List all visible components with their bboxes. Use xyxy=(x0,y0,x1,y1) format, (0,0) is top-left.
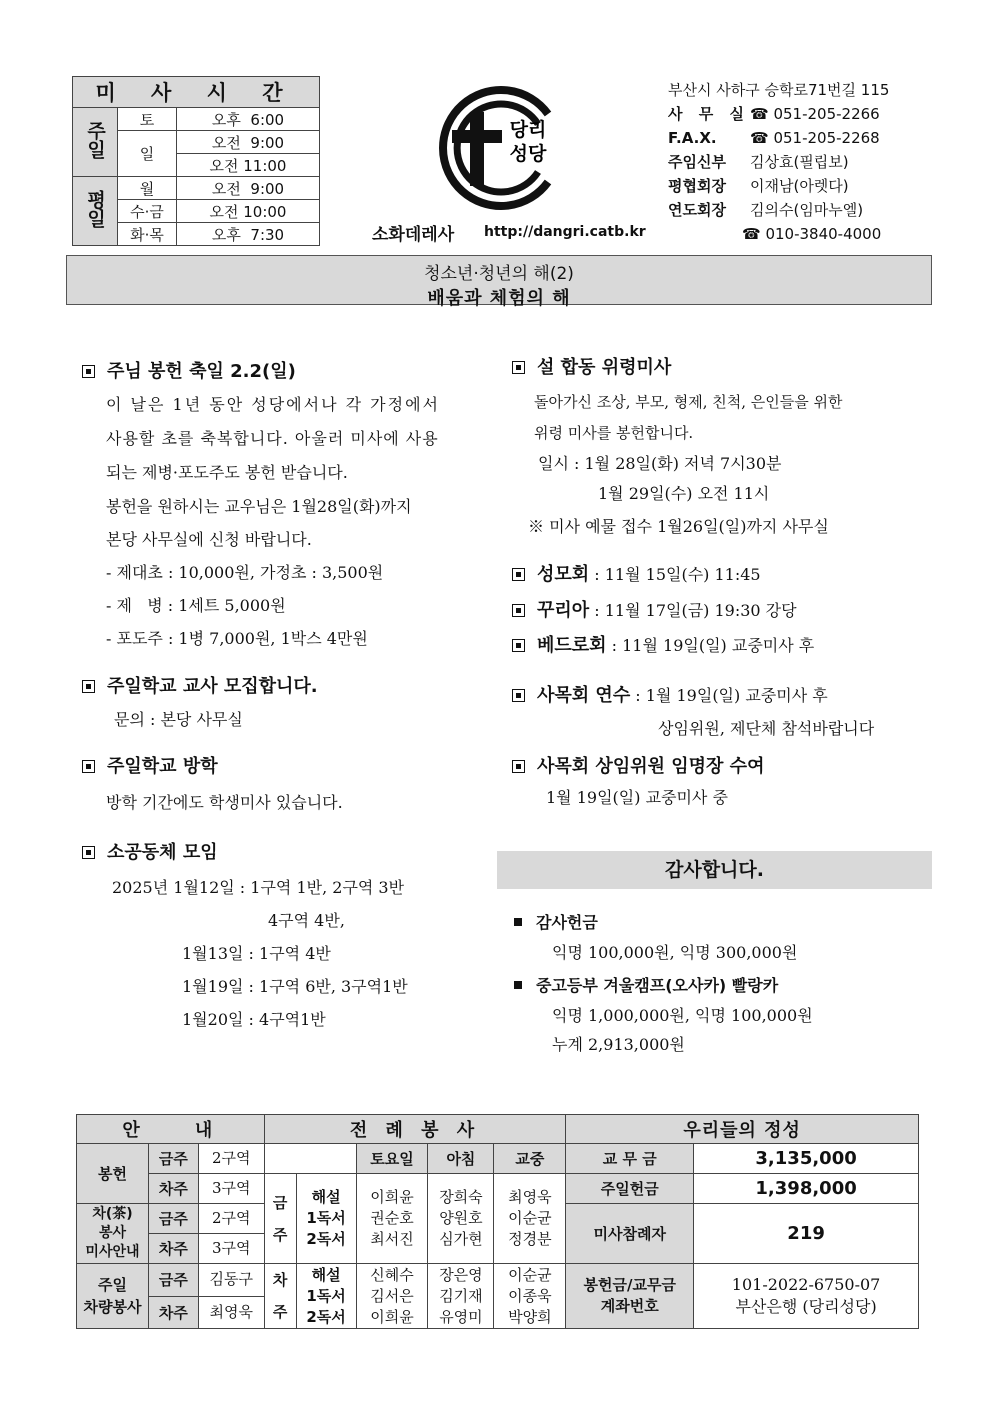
this-week-label: 금주 xyxy=(148,1204,198,1234)
logo-text-1: 당리 xyxy=(509,119,547,141)
offering-header: 우리들의 정성 xyxy=(566,1115,919,1144)
section-small-community: 소공동체 모임 xyxy=(82,838,218,864)
offering-this-week: 2구역 xyxy=(198,1144,264,1174)
saturday-header: 토요일 xyxy=(356,1144,428,1174)
text-line: 본당 사무실에 신청 바랍니다. xyxy=(106,530,312,549)
mass-day: 토 xyxy=(118,108,177,131)
logo-cross-vertical xyxy=(470,112,484,186)
next-week-label: 차주 xyxy=(148,1296,198,1329)
next-week-label: 차주 xyxy=(148,1234,198,1264)
text-line: 익명 1,000,000원, 익명 100,000원 xyxy=(552,1006,813,1025)
fax-label: F.A.X. xyxy=(668,129,717,147)
council-label: 평협회장 xyxy=(668,177,726,195)
mass-time: 오전 9:00 xyxy=(177,131,320,154)
text-line: - 포도주 : 1병 7,000원, 1박스 4만원 xyxy=(106,629,368,648)
sunday-offering-label: 주일헌금 xyxy=(566,1174,694,1204)
text-line: 1월20일 : 4구역1반 xyxy=(182,1010,326,1029)
website-link[interactable]: http://dangri.catb.kr xyxy=(484,224,646,240)
section-school-vacation: 주일학교 방학 xyxy=(82,752,218,778)
morning-header: 아침 xyxy=(428,1144,494,1174)
sunday-offering-value: 1,398,000 xyxy=(694,1174,919,1204)
checkbox-bullet-icon xyxy=(82,846,95,859)
roles-this-week: 해설 1독서 2독서 xyxy=(296,1174,356,1264)
mass-time-title: 미 사 시 간 xyxy=(73,77,320,108)
text-line: 상임위원, 제단체 참석바랍니다 xyxy=(658,719,875,738)
pastor-name: 김상효(필립보) xyxy=(750,153,849,171)
section-curia: 꾸리아 : 11월 17일(금) 19:30 강당 xyxy=(512,596,797,622)
council-name: 이재남(아렛다) xyxy=(750,177,849,195)
mass-day: 화·목 xyxy=(118,223,177,246)
theme-title: 배움과 체험의 해 xyxy=(427,288,571,309)
pastor-label: 주임신부 xyxy=(668,153,726,171)
checkbox-bullet-icon xyxy=(82,680,95,693)
text-line: 4구역 4반, xyxy=(268,911,345,930)
text-line: 1월19일 : 1구역 6반, 3구역1반 xyxy=(182,977,408,996)
roles-next-week: 해설 1독서 2독서 xyxy=(296,1264,356,1329)
next-week-saturday: 신혜수 김서은 이희윤 xyxy=(356,1264,428,1329)
year-theme-banner xyxy=(66,255,932,309)
address: 부산시 사하구 승학로71번길 115 xyxy=(668,81,890,99)
checkbox-bullet-icon xyxy=(512,760,525,773)
checkbox-bullet-icon xyxy=(512,568,525,581)
main-mass-header: 교중 xyxy=(494,1144,566,1174)
church-logo xyxy=(430,84,578,212)
next-week-morning: 장은영 김기재 유영미 xyxy=(428,1264,494,1329)
this-week-vertical-label: 금 주 xyxy=(264,1174,296,1264)
text-line: 누계 2,913,000원 xyxy=(552,1035,685,1054)
phone-icon: ☎ xyxy=(742,225,766,243)
mass-time: 오후 7:30 xyxy=(177,223,320,246)
logo-cross-horizontal xyxy=(452,130,502,143)
phone-icon: ☎ xyxy=(750,129,774,147)
mass-time: 오전 10:00 xyxy=(177,200,320,223)
this-week-main: 최영욱 이순균 정경분 xyxy=(494,1174,566,1264)
parking-next-week: 최영욱 xyxy=(198,1296,264,1329)
text-line: 되는 제병·포도주도 봉헌 받습니다. xyxy=(106,463,348,482)
office-label: 사 무 실 xyxy=(668,105,744,123)
next-week-main: 이순균 이종욱 박양희 xyxy=(494,1264,566,1329)
mass-day: 수·금 xyxy=(118,200,177,223)
tea-next-week: 3구역 xyxy=(198,1234,264,1264)
offering-next-week: 3구역 xyxy=(198,1174,264,1204)
liturgy-header: 전 례 봉 사 xyxy=(264,1115,566,1144)
section-presentation-feast: 주님 봉헌 축일 2.2(일) xyxy=(82,357,296,383)
church-fee-value: 3,135,000 xyxy=(694,1144,919,1174)
account-label: 봉헌금/교무금 계좌번호 xyxy=(566,1264,694,1329)
church-fee-label: 교 무 금 xyxy=(566,1144,694,1174)
checkbox-bullet-icon xyxy=(512,604,525,617)
league-name: 김의수(임마누엘) xyxy=(750,201,864,219)
text-line: 위령 미사를 봉헌합니다. xyxy=(534,424,694,442)
square-bullet-icon xyxy=(514,918,522,926)
sunday-label: 주일 xyxy=(73,108,118,177)
thanks-item-1: 감사헌금 xyxy=(514,910,598,933)
liturgy-blank xyxy=(264,1144,356,1174)
guide-header: 안 내 xyxy=(77,1115,265,1144)
office-phone: 051-205-2266 xyxy=(773,105,880,123)
checkbox-bullet-icon xyxy=(512,689,525,702)
text-line: 1월13일 : 1구역 4반 xyxy=(182,944,331,963)
this-week-morning: 장희숙 양원호 심가현 xyxy=(428,1174,494,1264)
text-line: 문의 : 본당 사무실 xyxy=(114,710,243,729)
next-week-label: 차주 xyxy=(148,1174,198,1204)
text-line: 1월 19일(일) 교중미사 중 xyxy=(546,788,728,807)
text-line: 1월 29일(수) 오전 11시 xyxy=(598,484,770,503)
section-appointment: 사목회 상임위원 임명장 수여 xyxy=(512,752,764,778)
section-peter-society: 베드로회 : 11월 19일(일) 교중미사 후 xyxy=(512,631,814,657)
text-line: 사용할 초를 축복합니다. 아울러 미사에 사용 xyxy=(106,429,439,448)
checkbox-bullet-icon xyxy=(512,639,525,652)
attendance-label: 미사참례자 xyxy=(566,1204,694,1264)
patron-saint: 소화데레사 xyxy=(372,225,455,245)
section-memorial-mass: 설 합동 위령미사 xyxy=(512,353,671,379)
section-teacher-recruit: 주일학교 교사 모집합니다. xyxy=(82,672,318,698)
mass-day: 일 xyxy=(118,131,177,177)
bottom-info-table xyxy=(76,1114,919,1329)
text-line: - 제대초 : 10,000원, 가정초 : 3,500원 xyxy=(106,563,384,582)
theme-subtitle: 청소년·청년의 해(2) xyxy=(424,264,574,284)
text-line: 2025년 1월12일 : 1구역 1반, 2구역 3반 xyxy=(112,878,405,897)
logo-text-2: 성당 xyxy=(509,143,547,165)
mass-day: 월 xyxy=(118,177,177,200)
this-week-label: 금주 xyxy=(148,1144,198,1174)
next-week-vertical-label: 차 주 xyxy=(264,1264,296,1329)
phone-icon: ☎ xyxy=(750,105,774,123)
account-value: 101-2022-6750-07 부산은행 (당리성당) xyxy=(694,1264,919,1329)
square-bullet-icon xyxy=(514,981,522,989)
mass-time: 오전 9:00 xyxy=(177,177,320,200)
this-week-label: 금주 xyxy=(148,1264,198,1297)
mass-time: 오전 11:00 xyxy=(177,154,320,177)
text-line: 돌아가신 조상, 부모, 형제, 친척, 은인들을 위한 xyxy=(534,393,843,411)
text-line: 봉헌을 원하시는 교우님은 1월28일(화)까지 xyxy=(106,497,412,516)
mass-time-table xyxy=(72,76,320,246)
guide-offering-label: 봉헌 xyxy=(77,1144,149,1204)
tea-this-week: 2구역 xyxy=(198,1204,264,1234)
fax-number: 051-205-2268 xyxy=(773,129,880,147)
text-line: - 제 병 : 1세트 5,000원 xyxy=(106,596,286,615)
text-line: 익명 100,000원, 익명 300,000원 xyxy=(552,943,798,962)
checkbox-bullet-icon xyxy=(82,760,95,773)
checkbox-bullet-icon xyxy=(512,361,525,374)
tea-service-label: 차(茶) 봉사 미사안내 xyxy=(77,1204,149,1264)
section-council-training: 사목회 연수 : 1월 19일(일) 교중미사 후 xyxy=(512,681,828,707)
text-line: ※ 미사 예물 접수 1월26일(일)까지 사무실 xyxy=(528,517,829,536)
weekday-label: 평일 xyxy=(73,177,118,246)
thanks-header: 감사합니다. xyxy=(497,851,932,889)
league-phone: 010-3840-4000 xyxy=(765,225,882,243)
thanks-item-2: 중고등부 겨울캠프(오사카) 빨랑카 xyxy=(514,973,778,996)
league-label: 연도회장 xyxy=(668,201,726,219)
mass-time: 오후 6:00 xyxy=(177,108,320,131)
checkbox-bullet-icon xyxy=(82,365,95,378)
text-line: 이 날은 1년 동안 성당에서나 각 가정에서 xyxy=(106,395,440,414)
text-line: 방학 기간에도 학생미사 있습니다. xyxy=(106,793,343,812)
parking-service-label: 주일 차량봉사 xyxy=(77,1264,149,1329)
section-mother-society: 성모회 : 11월 15일(수) 11:45 xyxy=(512,560,761,586)
this-week-saturday: 이희윤 권순호 최서진 xyxy=(356,1174,428,1264)
church-info xyxy=(668,78,889,246)
parking-this-week: 김동구 xyxy=(198,1264,264,1297)
attendance-value: 219 xyxy=(694,1204,919,1264)
text-line: 일시 : 1월 28일(화) 저녁 7시30분 xyxy=(538,454,782,473)
